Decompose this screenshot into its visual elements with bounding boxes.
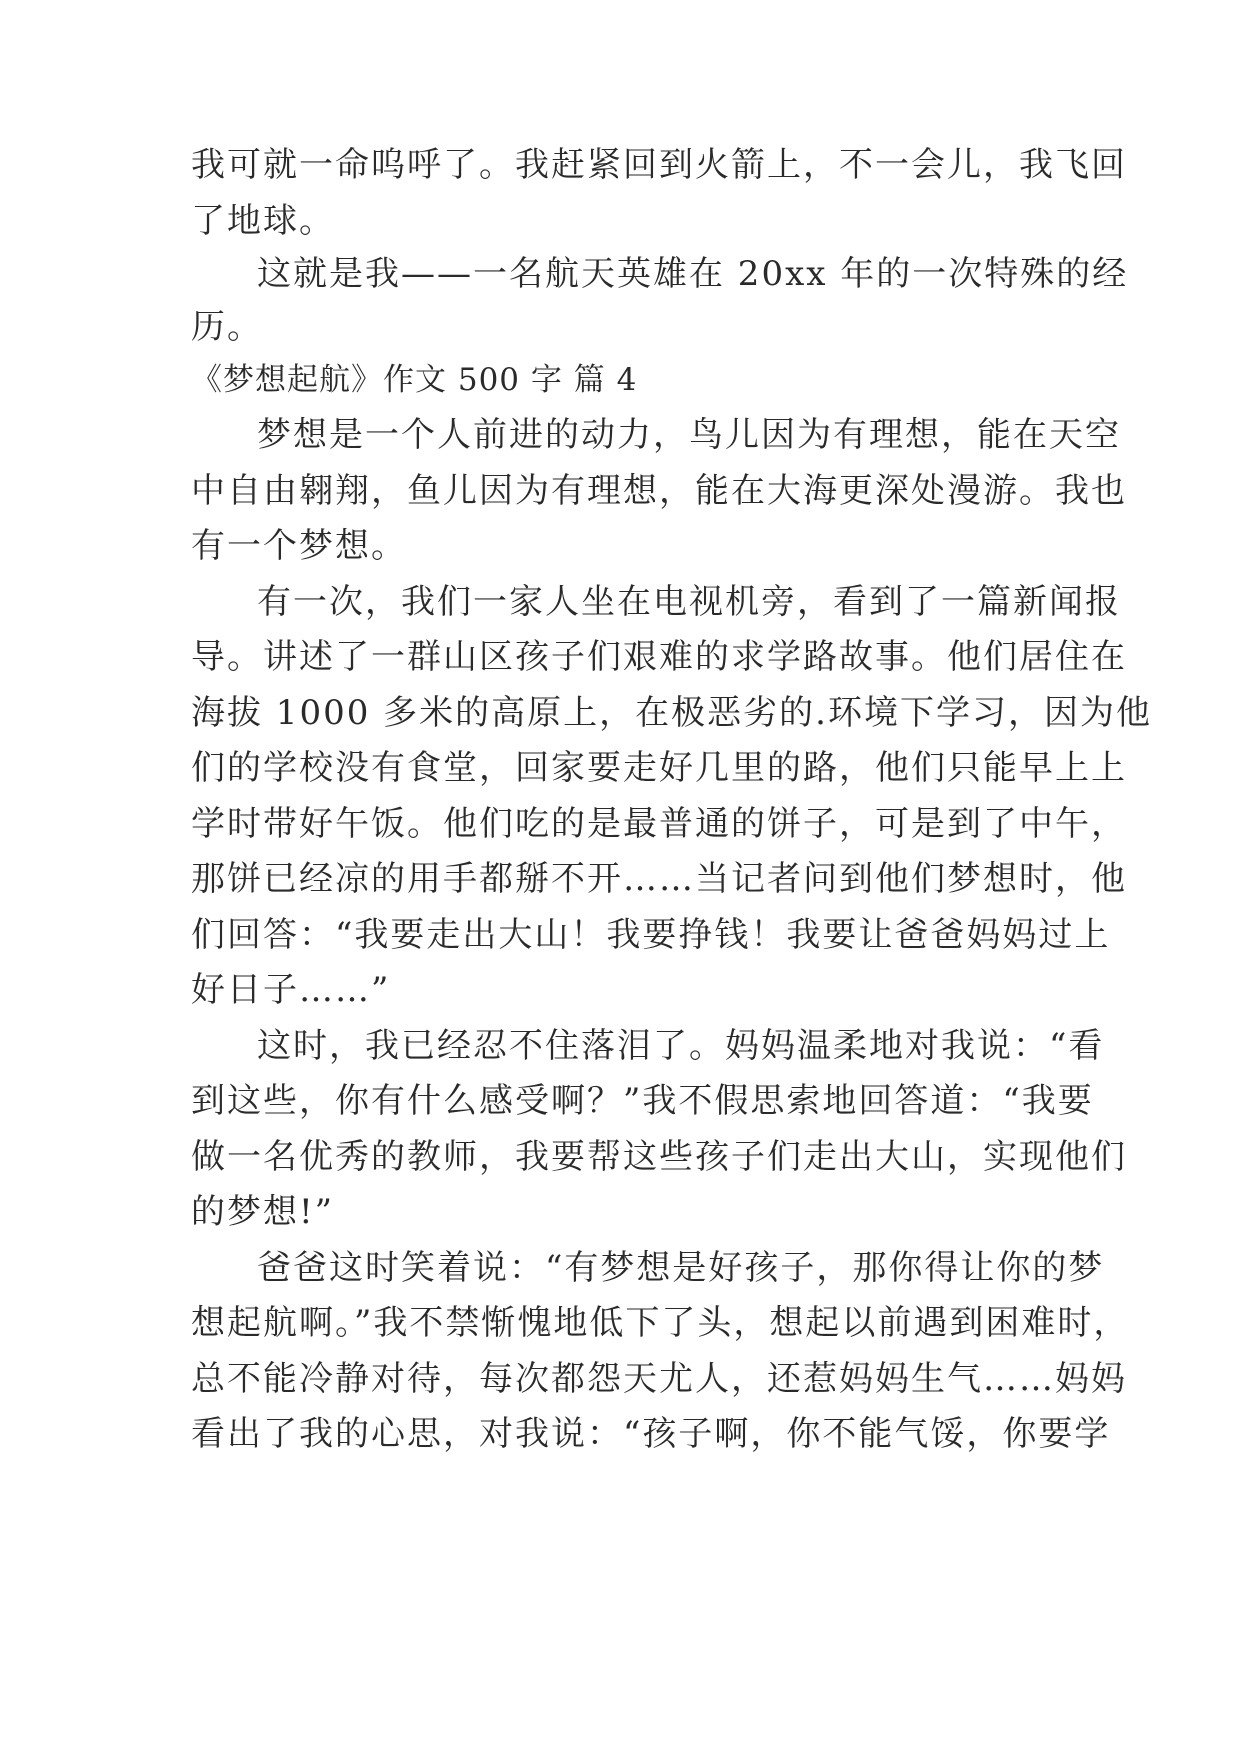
text-line: 梦想是一个人前进的动力，鸟儿因为有理想，能在天空 bbox=[257, 415, 1121, 455]
text-line: 学时带好午饭。他们吃的是最普通的饼子，可是到了中午， bbox=[191, 804, 1127, 844]
text-line: 有一个梦想。 bbox=[191, 526, 407, 566]
text-line: 这就是我——一名航天英雄在 20xx 年的一次特殊的经 bbox=[257, 254, 1129, 294]
text-line: 做一名优秀的教师，我要帮这些孩子们走出大山，实现他们 bbox=[191, 1137, 1127, 1177]
text-line: 这时，我已经忍不住落泪了。妈妈温柔地对我说：“看 bbox=[257, 1026, 1105, 1066]
text-line: 们的学校没有食堂，回家要走好几里的路，他们只能早上上 bbox=[191, 748, 1127, 788]
text-line: 中自由翱翔，鱼儿因为有理想，能在大海更深处漫游。我也 bbox=[191, 471, 1127, 511]
text-line: 我可就一命呜呼了。我赶紧回到火箭上，不一会儿，我飞回 bbox=[191, 145, 1127, 185]
text-line: 想起航啊。”我不禁惭愧地低下了头，想起以前遇到困难时， bbox=[191, 1303, 1130, 1343]
text-line: 看出了我的心思，对我说：“孩子啊，你不能气馁，你要学 bbox=[191, 1414, 1111, 1454]
text-line: 海拔 1000 多米的高原上，在极恶劣的.环境下学习，因为他 bbox=[191, 693, 1152, 733]
text-line: 到这些，你有什么感受啊？”我不假思索地回答道：“我要 bbox=[191, 1081, 1094, 1121]
text-line: 导。讲述了一群山区孩子们艰难的求学路故事。他们居住在 bbox=[191, 637, 1127, 677]
text-line: 历。 bbox=[191, 307, 263, 347]
text-line: 好日子……” bbox=[191, 970, 391, 1010]
text-line: 总不能冷静对待，每次都怨天尤人，还惹妈妈生气……妈妈 bbox=[191, 1359, 1127, 1399]
text-line: 的梦想!” bbox=[191, 1192, 335, 1232]
text-line: 了地球。 bbox=[191, 201, 335, 241]
text-line: 那饼已经凉的用手都掰不开……当记者问到他们梦想时，他 bbox=[191, 859, 1127, 899]
text-line: 爸爸这时笑着说：“有梦想是好孩子，那你得让你的梦 bbox=[257, 1248, 1105, 1288]
section-heading: 《梦想起航》作文 500 字 篇 4 bbox=[191, 362, 638, 398]
text-line: 们回答：“我要走出大山！我要挣钱！我要让爸爸妈妈过上 bbox=[191, 915, 1111, 955]
text-line: 有一次，我们一家人坐在电视机旁，看到了一篇新闻报 bbox=[257, 582, 1121, 622]
